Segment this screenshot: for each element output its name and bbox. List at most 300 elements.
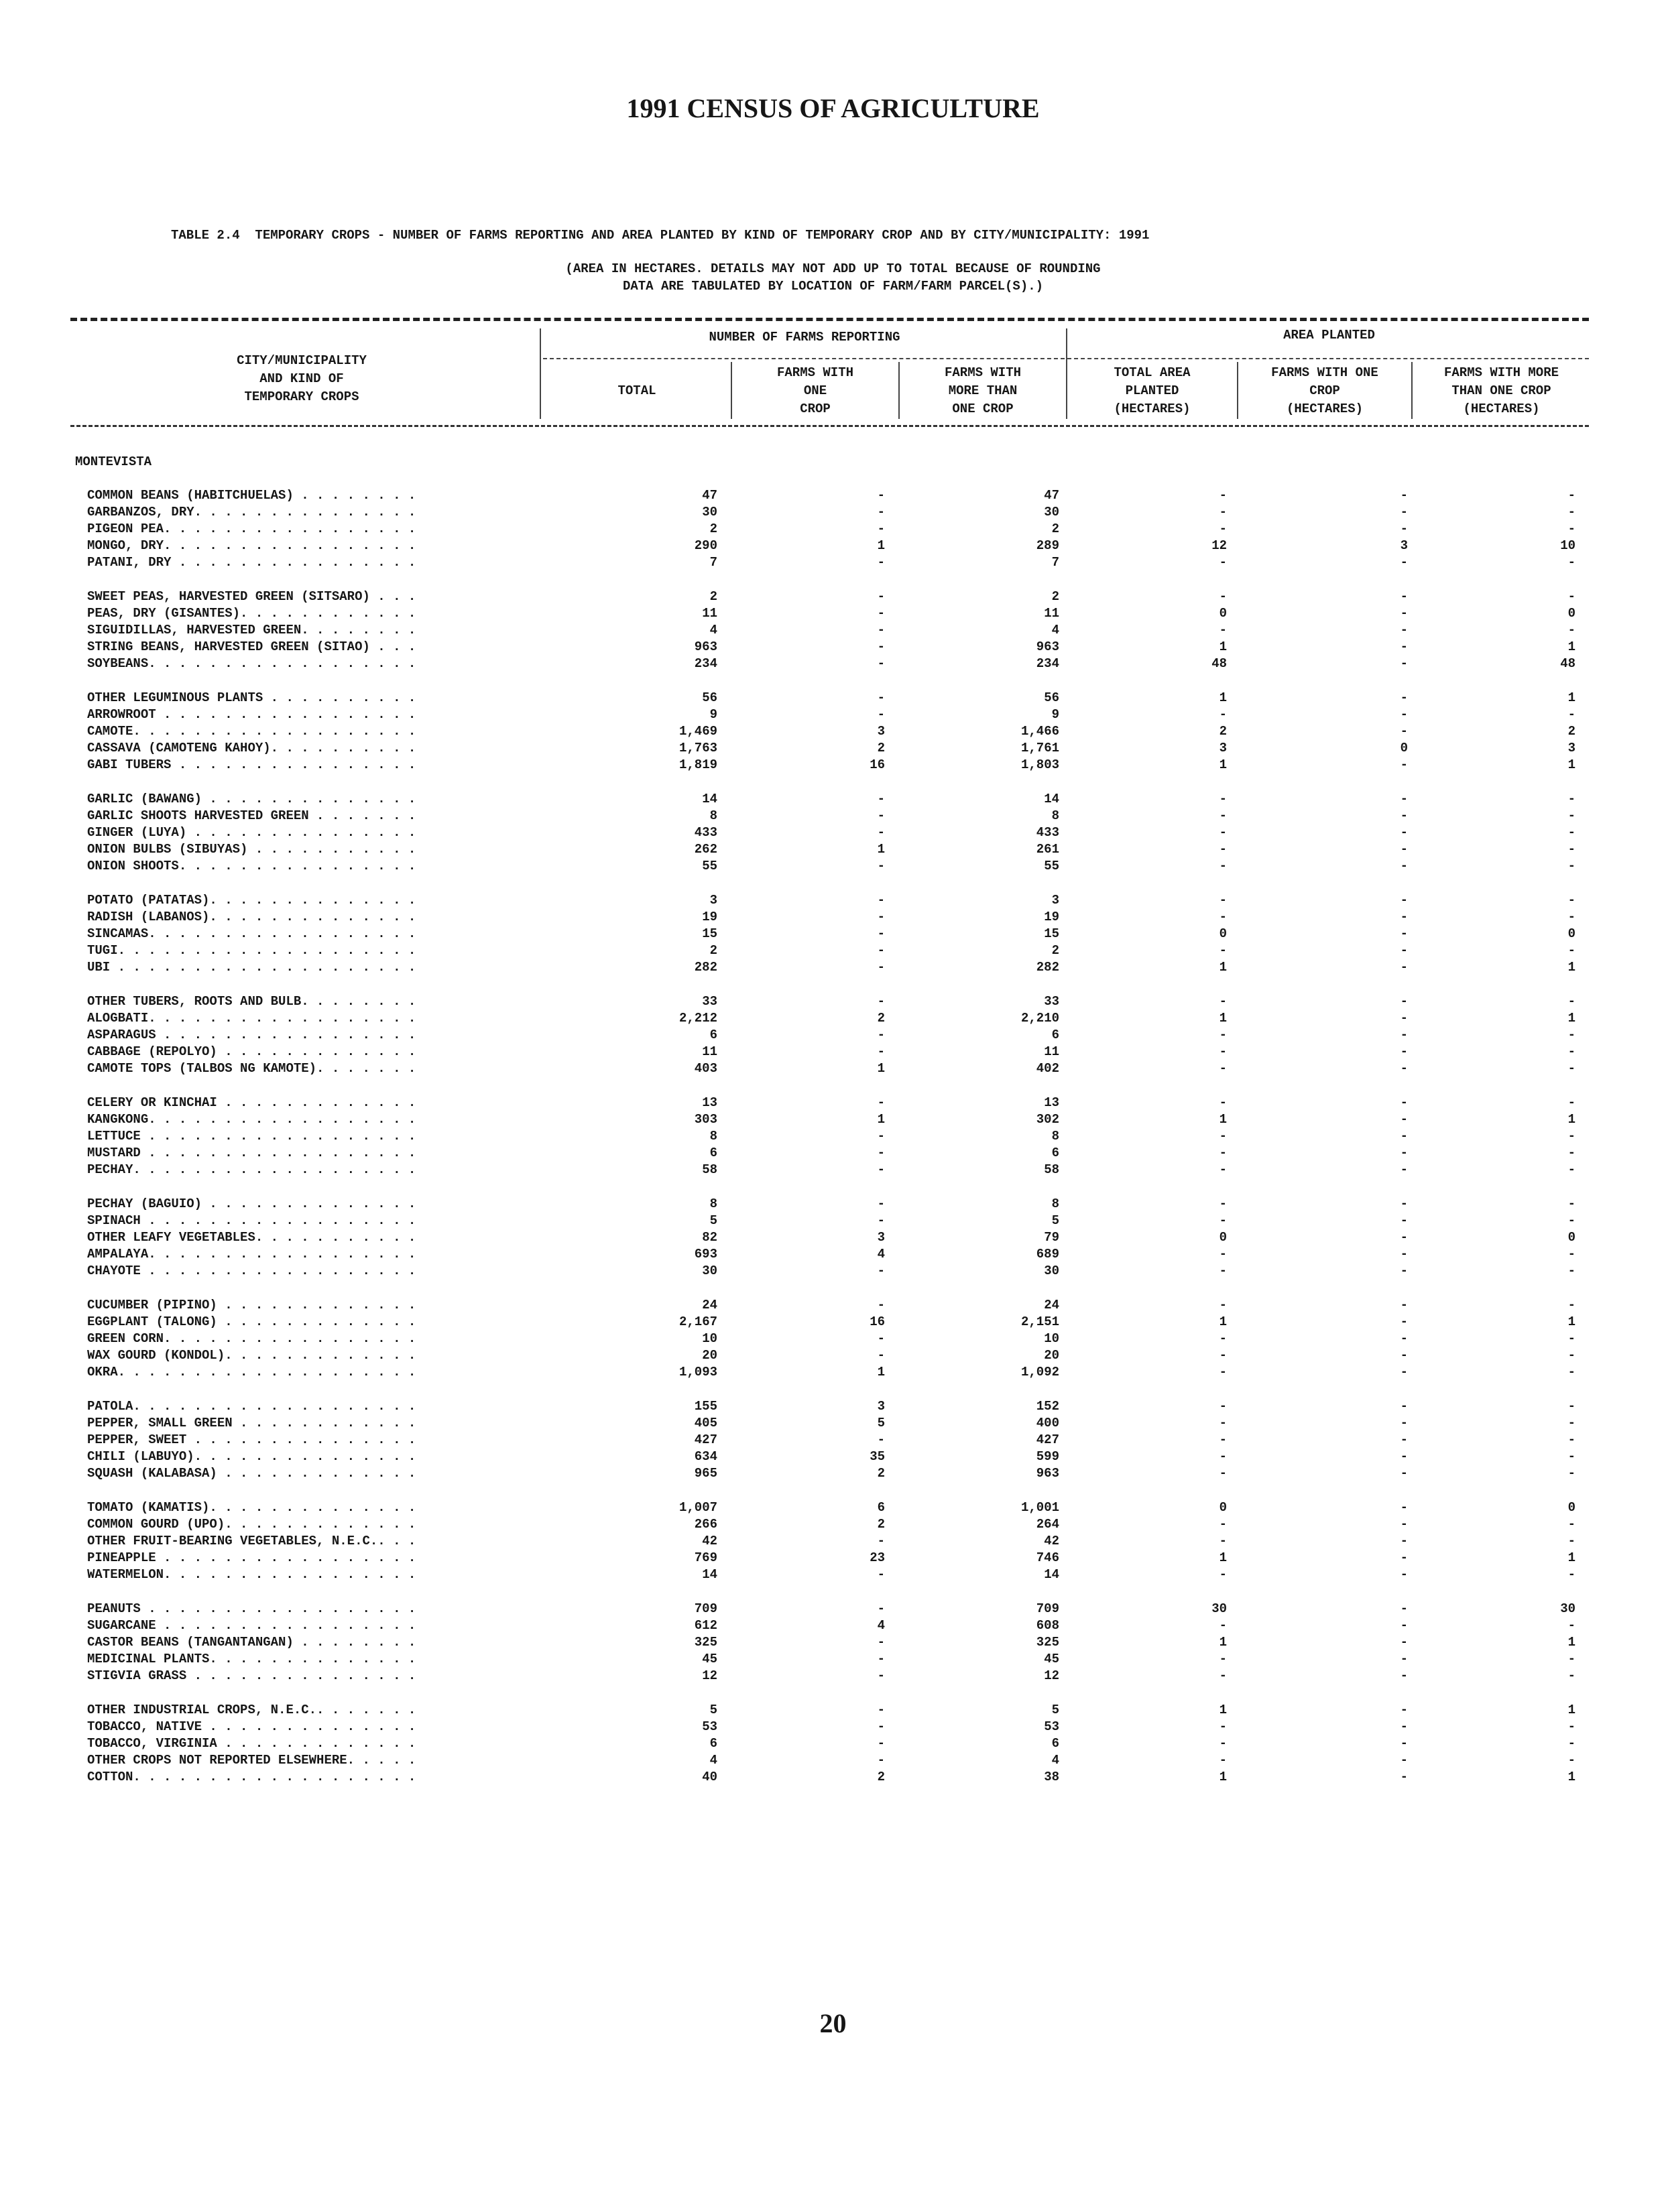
table-row bbox=[0, 1465, 1666, 1482]
crop-label: GARBANZOS, DRY. . . . . . . . . . . . . . . bbox=[87, 505, 416, 519]
crop-label: STIGVIA GRASS . . . . . . . . . . . . . . . bbox=[87, 1668, 416, 1683]
area-more-crop-cell: 1 bbox=[1567, 1011, 1575, 1026]
crop-label: SQUASH (KALABASA) . . . . . . . . . . . . . bbox=[87, 1466, 416, 1481]
area-more-crop-cell: - bbox=[1567, 1399, 1575, 1414]
table-row bbox=[0, 1448, 1666, 1465]
table-row bbox=[0, 1532, 1666, 1550]
more-crop-farms-cell: 963 bbox=[1036, 639, 1059, 654]
area-one-crop-cell: - bbox=[1400, 1753, 1408, 1768]
area-total-cell: - bbox=[1219, 943, 1227, 958]
area-total-cell: 1 bbox=[1219, 757, 1227, 772]
more-crop-farms-cell: 4 bbox=[1051, 1753, 1059, 1768]
area-total-header-line: PLANTED bbox=[1125, 383, 1179, 398]
one-crop-farms-cell: 35 bbox=[870, 1449, 885, 1464]
area-total-cell: - bbox=[1219, 1466, 1227, 1481]
total-farms-cell: 53 bbox=[702, 1719, 717, 1734]
area-one-crop-cell: - bbox=[1400, 1044, 1408, 1059]
crop-label: CAMOTE TOPS (TALBOS NG KAMOTE). . . . . . . bbox=[87, 1061, 416, 1076]
area-total-cell: - bbox=[1219, 1668, 1227, 1683]
more-crop-farms-cell: 746 bbox=[1036, 1550, 1059, 1565]
area-total-cell: - bbox=[1219, 1028, 1227, 1042]
area-one-crop-cell: - bbox=[1400, 1011, 1408, 1026]
area-planted-group-header: AREA PLANTED bbox=[1283, 328, 1375, 343]
more-crop-farms-cell: 58 bbox=[1044, 1162, 1059, 1177]
crop-label: WATERMELON. . . . . . . . . . . . . . . . . bbox=[87, 1567, 416, 1582]
total-farms-cell: 427 bbox=[694, 1432, 717, 1447]
area-total-cell: - bbox=[1219, 1753, 1227, 1768]
total-farms-cell: 45 bbox=[702, 1652, 717, 1666]
total-farms-cell: 1,093 bbox=[678, 1365, 717, 1379]
more-crop-farms-cell: 8 bbox=[1051, 1196, 1059, 1211]
crop-label: UBI . . . . . . . . . . . . . . . . . . . . bbox=[87, 960, 416, 975]
more-crop-farms-cell: 6 bbox=[1051, 1028, 1059, 1042]
more-crop-farms-cell: 79 bbox=[1044, 1230, 1059, 1245]
area-total-cell: 0 bbox=[1219, 1500, 1227, 1515]
one-crop-farms-cell: 3 bbox=[877, 724, 885, 739]
crop-label: ALOGBATI. . . . . . . . . . . . . . . . . . bbox=[87, 1011, 416, 1026]
one-crop-farms-cell: - bbox=[877, 1668, 885, 1683]
crop-label: PATANI, DRY . . . . . . . . . . . . . . . . bbox=[87, 555, 416, 570]
area-total-cell: - bbox=[1219, 910, 1227, 924]
crop-label: CABBAGE (REPOLYO) . . . . . . . . . . . . . bbox=[87, 1044, 416, 1059]
crop-label: PEANUTS . . . . . . . . . . . . . . . . . . bbox=[87, 1601, 416, 1616]
one-crop-farms-cell: 1 bbox=[877, 1365, 885, 1379]
total-farms-cell: 325 bbox=[694, 1635, 717, 1650]
more-crop-farms-cell: 11 bbox=[1044, 606, 1059, 621]
one-crop-farms-cell: - bbox=[877, 1298, 885, 1312]
stub-header-line: CITY/MUNICIPALITY bbox=[237, 353, 367, 368]
one-crop-farms-cell: - bbox=[877, 555, 885, 570]
area-one-crop-cell: - bbox=[1400, 589, 1408, 604]
more-crop-header-line: MORE THAN bbox=[948, 383, 1018, 398]
one-crop-farms-cell: - bbox=[877, 859, 885, 873]
more-crop-farms-cell: 47 bbox=[1044, 488, 1059, 503]
table-row bbox=[0, 520, 1666, 538]
total-farms-cell: 7 bbox=[709, 555, 717, 570]
crop-label: GARLIC SHOOTS HARVESTED GREEN . . . . . . . bbox=[87, 808, 416, 823]
area-more-crop-cell: - bbox=[1567, 589, 1575, 604]
table-row bbox=[0, 1549, 1666, 1566]
table-row bbox=[0, 588, 1666, 605]
one-crop-farms-cell: 23 bbox=[870, 1550, 885, 1565]
crop-label: PECHAY (BAGUIO) . . . . . . . . . . . . . . bbox=[87, 1196, 416, 1211]
more-crop-farms-cell: 599 bbox=[1036, 1449, 1059, 1464]
more-crop-farms-cell: 15 bbox=[1044, 926, 1059, 941]
area-more-crop-cell: - bbox=[1567, 893, 1575, 908]
area-total-cell: 30 bbox=[1211, 1601, 1227, 1616]
one-crop-farms-cell: 1 bbox=[877, 1061, 885, 1076]
table-row bbox=[0, 537, 1666, 554]
more-crop-farms-cell: 6 bbox=[1051, 1736, 1059, 1751]
one-crop-farms-cell: - bbox=[877, 1044, 885, 1059]
total-farms-cell: 14 bbox=[702, 792, 717, 806]
one-crop-farms-cell: - bbox=[877, 623, 885, 637]
one-crop-farms-cell: 1 bbox=[877, 842, 885, 857]
area-total-cell: 1 bbox=[1219, 960, 1227, 975]
area-total-cell: - bbox=[1219, 1331, 1227, 1346]
total-farms-cell: 58 bbox=[702, 1162, 717, 1177]
area-more-crop-cell: - bbox=[1567, 1129, 1575, 1144]
one-crop-farms-cell: 1 bbox=[877, 538, 885, 553]
more-crop-farms-cell: 8 bbox=[1051, 808, 1059, 823]
area-total-cell: 1 bbox=[1219, 1635, 1227, 1650]
area-one-crop-cell: - bbox=[1400, 910, 1408, 924]
total-farms-cell: 55 bbox=[702, 859, 717, 873]
crop-label: AMPALAYA. . . . . . . . . . . . . . . . . . bbox=[87, 1247, 416, 1262]
area-more-crop-cell: - bbox=[1567, 1264, 1575, 1278]
crop-label: COMMON GOURD (UPO). . . . . . . . . . . . . bbox=[87, 1517, 416, 1532]
more-crop-farms-cell: 10 bbox=[1044, 1331, 1059, 1346]
area-more-crop-cell: - bbox=[1567, 859, 1575, 873]
crop-label: GINGER (LUYA) . . . . . . . . . . . . . . . bbox=[87, 825, 416, 840]
area-one-crop-cell: - bbox=[1400, 1061, 1408, 1076]
one-crop-farms-cell: - bbox=[877, 488, 885, 503]
area-one-crop-cell: - bbox=[1400, 1449, 1408, 1464]
one-crop-farms-cell: - bbox=[877, 1146, 885, 1160]
area-total-cell: - bbox=[1219, 707, 1227, 722]
total-farms-cell: 1,469 bbox=[678, 724, 717, 739]
crop-label: CASSAVA (CAMOTENG KAHOY). . . . . . . . . . bbox=[87, 741, 416, 755]
area-total-cell: 1 bbox=[1219, 1550, 1227, 1565]
crop-label: SINCAMAS. . . . . . . . . . . . . . . . . . bbox=[87, 926, 416, 941]
area-one-crop-cell: - bbox=[1400, 1601, 1408, 1616]
crop-label: EGGPLANT (TALONG) . . . . . . . . . . . . . bbox=[87, 1314, 416, 1329]
area-total-cell: - bbox=[1219, 994, 1227, 1009]
total-farms-cell: 6 bbox=[709, 1146, 717, 1160]
area-total-cell: 3 bbox=[1219, 741, 1227, 755]
one-crop-farms-cell: - bbox=[877, 893, 885, 908]
area-total-cell: 1 bbox=[1219, 1703, 1227, 1717]
area-one-crop-cell: - bbox=[1400, 808, 1408, 823]
one-crop-farms-cell: - bbox=[877, 1635, 885, 1650]
crop-label: CUCUMBER (PIPINO) . . . . . . . . . . . . . bbox=[87, 1298, 416, 1312]
total-farms-cell: 3 bbox=[709, 893, 717, 908]
one-crop-farms-cell: 2 bbox=[877, 1517, 885, 1532]
one-crop-farms-cell: 1 bbox=[877, 1112, 885, 1127]
one-crop-farms-cell: - bbox=[877, 521, 885, 536]
table-row bbox=[0, 892, 1666, 909]
one-crop-farms-cell: - bbox=[877, 690, 885, 705]
table-row bbox=[0, 1026, 1666, 1044]
area-one-crop-cell: - bbox=[1400, 1213, 1408, 1228]
crop-label: OTHER TUBERS, ROOTS AND BULB. . . . . . . . bbox=[87, 994, 416, 1009]
crop-label: TOBACCO, NATIVE . . . . . . . . . . . . . . bbox=[87, 1719, 416, 1734]
table-row bbox=[0, 503, 1666, 521]
area-one-crop-cell: - bbox=[1400, 1770, 1408, 1784]
area-more-header-line: FARMS WITH MORE bbox=[1443, 365, 1559, 380]
area-one-crop-cell: - bbox=[1400, 488, 1408, 503]
area-more-crop-cell: 30 bbox=[1560, 1601, 1575, 1616]
area-total-cell: - bbox=[1219, 808, 1227, 823]
area-one-crop-cell: - bbox=[1400, 1247, 1408, 1262]
total-farms-cell: 634 bbox=[694, 1449, 717, 1464]
table-row bbox=[0, 1161, 1666, 1178]
area-more-crop-cell: 2 bbox=[1567, 724, 1575, 739]
area-one-crop-cell: - bbox=[1400, 893, 1408, 908]
area-one-crop-cell: - bbox=[1400, 1348, 1408, 1363]
total-farms-cell: 405 bbox=[694, 1416, 717, 1430]
area-one-crop-cell: - bbox=[1400, 1264, 1408, 1278]
total-farms-cell: 20 bbox=[702, 1348, 717, 1363]
area-more-crop-cell: 1 bbox=[1567, 1314, 1575, 1329]
table-row bbox=[0, 1667, 1666, 1684]
area-more-crop-cell: - bbox=[1567, 1061, 1575, 1076]
area-total-cell: 1 bbox=[1219, 690, 1227, 705]
crop-label: SIGUIDILLAS, HARVESTED GREEN. . . . . . . . bbox=[87, 623, 416, 637]
area-more-crop-cell: - bbox=[1567, 1146, 1575, 1160]
total-farms-cell: 82 bbox=[702, 1230, 717, 1245]
one-crop-farms-cell: - bbox=[877, 1331, 885, 1346]
area-one-crop-cell: - bbox=[1400, 1432, 1408, 1447]
area-more-crop-cell: - bbox=[1567, 1044, 1575, 1059]
area-more-crop-cell: - bbox=[1567, 1432, 1575, 1447]
table-row bbox=[0, 1768, 1666, 1786]
area-one-crop-cell: - bbox=[1400, 825, 1408, 840]
one-crop-farms-cell: - bbox=[877, 1652, 885, 1666]
area-total-cell: 2 bbox=[1219, 724, 1227, 739]
crop-label: PEPPER, SMALL GREEN . . . . . . . . . . . . bbox=[87, 1416, 416, 1430]
total-farms-cell: 24 bbox=[702, 1298, 717, 1312]
total-farms-cell: 47 bbox=[702, 488, 717, 503]
one-crop-farms-cell: 2 bbox=[877, 741, 885, 755]
one-crop-farms-cell: - bbox=[877, 1213, 885, 1228]
total-farms-cell: 5 bbox=[709, 1213, 717, 1228]
more-crop-farms-cell: 7 bbox=[1051, 555, 1059, 570]
total-farms-cell: 30 bbox=[702, 505, 717, 519]
area-total-cell: - bbox=[1219, 893, 1227, 908]
total-farms-cell: 40 bbox=[702, 1770, 717, 1784]
total-farms-cell: 1,763 bbox=[678, 741, 717, 755]
area-one-crop-cell: - bbox=[1400, 1365, 1408, 1379]
crop-label: TOMATO (KAMATIS). . . . . . . . . . . . . . bbox=[87, 1500, 416, 1515]
area-one-crop-cell: - bbox=[1400, 1668, 1408, 1683]
table-row bbox=[0, 959, 1666, 976]
area-total-cell: - bbox=[1219, 1213, 1227, 1228]
one-crop-farms-cell: - bbox=[877, 656, 885, 671]
area-total-cell: - bbox=[1219, 842, 1227, 857]
more-crop-farms-cell: 14 bbox=[1044, 792, 1059, 806]
area-total-cell: 48 bbox=[1211, 656, 1227, 671]
area-more-crop-cell: - bbox=[1567, 910, 1575, 924]
table-row bbox=[0, 1398, 1666, 1415]
total-farms-cell: 612 bbox=[694, 1618, 717, 1633]
table-row bbox=[0, 638, 1666, 656]
area-one-crop-cell: - bbox=[1400, 1314, 1408, 1329]
crop-label: POTATO (PATATAS). . . . . . . . . . . . . . bbox=[87, 893, 416, 908]
area-one-crop-cell: - bbox=[1400, 623, 1408, 637]
table-row bbox=[0, 1195, 1666, 1213]
one-crop-farms-cell: 4 bbox=[877, 1247, 885, 1262]
table-row bbox=[0, 993, 1666, 1010]
total-farms-cell: 8 bbox=[709, 1129, 717, 1144]
more-crop-farms-cell: 1,092 bbox=[1020, 1365, 1059, 1379]
total-farms-cell: 15 bbox=[702, 926, 717, 941]
one-crop-farms-cell: - bbox=[877, 943, 885, 958]
table-row bbox=[0, 605, 1666, 622]
more-crop-farms-cell: 302 bbox=[1036, 1112, 1059, 1127]
one-crop-farms-cell: - bbox=[877, 1703, 885, 1717]
area-total-cell: 1 bbox=[1219, 1770, 1227, 1784]
area-one-crop-cell: - bbox=[1400, 757, 1408, 772]
area-more-crop-cell: 0 bbox=[1567, 926, 1575, 941]
area-more-crop-cell: 1 bbox=[1567, 690, 1575, 705]
area-total-cell: - bbox=[1219, 1736, 1227, 1751]
more-crop-farms-cell: 11 bbox=[1044, 1044, 1059, 1059]
total-farms-cell: 4 bbox=[709, 623, 717, 637]
area-one-crop-cell: - bbox=[1400, 1129, 1408, 1144]
more-crop-farms-cell: 402 bbox=[1036, 1061, 1059, 1076]
area-one-crop-cell: - bbox=[1400, 1517, 1408, 1532]
area-more-crop-cell: 1 bbox=[1567, 639, 1575, 654]
area-total-cell: 1 bbox=[1219, 1112, 1227, 1127]
table-row bbox=[0, 739, 1666, 757]
crop-label: ARROWROOT . . . . . . . . . . . . . . . . . bbox=[87, 707, 416, 722]
total-farms-cell: 282 bbox=[694, 960, 717, 975]
one-crop-header-line: ONE bbox=[803, 383, 827, 398]
area-more-crop-cell: - bbox=[1567, 1365, 1575, 1379]
more-crop-farms-cell: 427 bbox=[1036, 1432, 1059, 1447]
area-one-crop-cell: - bbox=[1400, 926, 1408, 941]
crop-label: GABI TUBERS . . . . . . . . . . . . . . . . bbox=[87, 757, 416, 772]
area-more-crop-cell: 0 bbox=[1567, 1500, 1575, 1515]
total-farms-cell: 2,167 bbox=[678, 1314, 717, 1329]
area-more-crop-cell: - bbox=[1567, 1298, 1575, 1312]
area-one-crop-cell: - bbox=[1400, 690, 1408, 705]
area-one-crop-cell: 0 bbox=[1400, 741, 1408, 755]
more-crop-farms-cell: 2,210 bbox=[1020, 1011, 1059, 1026]
total-farms-cell: 30 bbox=[702, 1264, 717, 1278]
more-crop-farms-cell: 53 bbox=[1044, 1719, 1059, 1734]
area-one-crop-cell: - bbox=[1400, 943, 1408, 958]
more-crop-farms-cell: 608 bbox=[1036, 1618, 1059, 1633]
one-crop-farms-cell: 16 bbox=[870, 757, 885, 772]
area-more-crop-cell: 1 bbox=[1567, 1112, 1575, 1127]
area-one-crop-cell: - bbox=[1400, 505, 1408, 519]
area-total-cell: - bbox=[1219, 488, 1227, 503]
total-farms-cell: 693 bbox=[694, 1247, 717, 1262]
area-total-cell: - bbox=[1219, 1162, 1227, 1177]
total-farms-cell: 19 bbox=[702, 910, 717, 924]
table-row bbox=[0, 1313, 1666, 1331]
total-farms-cell: 1,819 bbox=[678, 757, 717, 772]
table-row bbox=[0, 1296, 1666, 1314]
table-row bbox=[0, 487, 1666, 504]
more-crop-farms-cell: 2 bbox=[1051, 943, 1059, 958]
area-more-crop-cell: - bbox=[1567, 1652, 1575, 1666]
more-crop-farms-cell: 234 bbox=[1036, 656, 1059, 671]
area-one-crop-cell: - bbox=[1400, 1534, 1408, 1548]
total-farms-cell: 56 bbox=[702, 690, 717, 705]
more-crop-farms-cell: 42 bbox=[1044, 1534, 1059, 1548]
crop-label: RADISH (LABANOS). . . . . . . . . . . . . . bbox=[87, 910, 416, 924]
one-crop-farms-cell: - bbox=[877, 1736, 885, 1751]
area-total-cell: - bbox=[1219, 1365, 1227, 1379]
area-total-cell: - bbox=[1219, 1146, 1227, 1160]
more-crop-farms-cell: 1,803 bbox=[1020, 757, 1059, 772]
area-total-cell: - bbox=[1219, 1449, 1227, 1464]
more-crop-farms-cell: 261 bbox=[1036, 842, 1059, 857]
area-more-header-line: THAN ONE CROP bbox=[1451, 383, 1551, 398]
area-more-crop-cell: - bbox=[1567, 1449, 1575, 1464]
table-row bbox=[0, 1262, 1666, 1280]
area-total-cell: 0 bbox=[1219, 606, 1227, 621]
table-row bbox=[0, 723, 1666, 740]
crop-label: CAMOTE. . . . . . . . . . . . . . . . . . . bbox=[87, 724, 416, 739]
area-total-cell: - bbox=[1219, 859, 1227, 873]
area-total-cell: 12 bbox=[1211, 538, 1227, 553]
one-crop-farms-cell: 5 bbox=[877, 1416, 885, 1430]
area-one-crop-cell: - bbox=[1400, 1719, 1408, 1734]
total-farms-cell: 155 bbox=[694, 1399, 717, 1414]
total-farms-cell: 42 bbox=[702, 1534, 717, 1548]
area-total-cell: 1 bbox=[1219, 1314, 1227, 1329]
one-crop-farms-cell: - bbox=[877, 1348, 885, 1363]
total-farms-cell: 8 bbox=[709, 1196, 717, 1211]
total-farms-cell: 2 bbox=[709, 943, 717, 958]
crop-label: LETTUCE . . . . . . . . . . . . . . . . . . bbox=[87, 1129, 416, 1144]
area-total-cell: - bbox=[1219, 1348, 1227, 1363]
crop-label: PECHAY. . . . . . . . . . . . . . . . . . . bbox=[87, 1162, 416, 1177]
total-farms-cell: 2 bbox=[709, 589, 717, 604]
area-one-crop-cell: - bbox=[1400, 1230, 1408, 1245]
crop-label: OTHER LEAFY VEGETABLES. . . . . . . . . . . bbox=[87, 1230, 416, 1245]
crop-label: PATOLA. . . . . . . . . . . . . . . . . . . bbox=[87, 1399, 416, 1414]
area-more-crop-cell: 48 bbox=[1560, 656, 1575, 671]
area-more-crop-cell: - bbox=[1567, 1517, 1575, 1532]
area-one-crop-cell: - bbox=[1400, 859, 1408, 873]
one-crop-header-line: FARMS WITH bbox=[776, 365, 854, 380]
area-one-crop-cell: - bbox=[1400, 1112, 1408, 1127]
more-crop-farms-cell: 709 bbox=[1036, 1601, 1059, 1616]
one-crop-farms-cell: 6 bbox=[877, 1500, 885, 1515]
more-crop-farms-cell: 6 bbox=[1051, 1146, 1059, 1160]
crop-label: SPINACH . . . . . . . . . . . . . . . . . . bbox=[87, 1213, 416, 1228]
table-row bbox=[0, 1060, 1666, 1077]
total-farms-cell: 13 bbox=[702, 1095, 717, 1110]
one-crop-farms-cell: 16 bbox=[870, 1314, 885, 1329]
area-one-crop-cell: - bbox=[1400, 1095, 1408, 1110]
one-crop-farms-cell: - bbox=[877, 960, 885, 975]
area-one-crop-cell: - bbox=[1400, 1028, 1408, 1042]
one-crop-header-line: CROP bbox=[800, 402, 831, 416]
area-one-header-line: FARMS WITH ONE bbox=[1271, 365, 1378, 380]
crop-label: ONION SHOOTS. . . . . . . . . . . . . . . . bbox=[87, 859, 416, 873]
total-header: TOTAL bbox=[617, 383, 656, 398]
area-more-crop-cell: - bbox=[1567, 1196, 1575, 1211]
area-more-crop-cell: 1 bbox=[1567, 757, 1575, 772]
one-crop-farms-cell: 3 bbox=[877, 1399, 885, 1414]
crop-label: ASPARAGUS . . . . . . . . . . . . . . . . . bbox=[87, 1028, 416, 1042]
more-crop-farms-cell: 55 bbox=[1044, 859, 1059, 873]
area-more-crop-cell: - bbox=[1567, 488, 1575, 503]
area-more-crop-cell: - bbox=[1567, 792, 1575, 806]
area-one-crop-cell: - bbox=[1400, 707, 1408, 722]
more-crop-farms-cell: 30 bbox=[1044, 1264, 1059, 1278]
table-row bbox=[0, 841, 1666, 858]
total-farms-cell: 963 bbox=[694, 639, 717, 654]
one-crop-farms-cell: - bbox=[877, 1264, 885, 1278]
one-crop-farms-cell: 2 bbox=[877, 1466, 885, 1481]
more-crop-farms-cell: 2 bbox=[1051, 589, 1059, 604]
table-row bbox=[0, 908, 1666, 926]
area-one-crop-cell: - bbox=[1400, 792, 1408, 806]
table-note-line-1: (AREA IN HECTARES. DETAILS MAY NOT ADD UP TO TOTAL BECAUSE OF ROUNDING bbox=[565, 261, 1101, 276]
total-farms-cell: 4 bbox=[709, 1753, 717, 1768]
total-farms-cell: 6 bbox=[709, 1736, 717, 1751]
table-row bbox=[0, 1212, 1666, 1229]
area-total-cell: - bbox=[1219, 623, 1227, 637]
more-crop-header-line: ONE CROP bbox=[952, 402, 1014, 416]
